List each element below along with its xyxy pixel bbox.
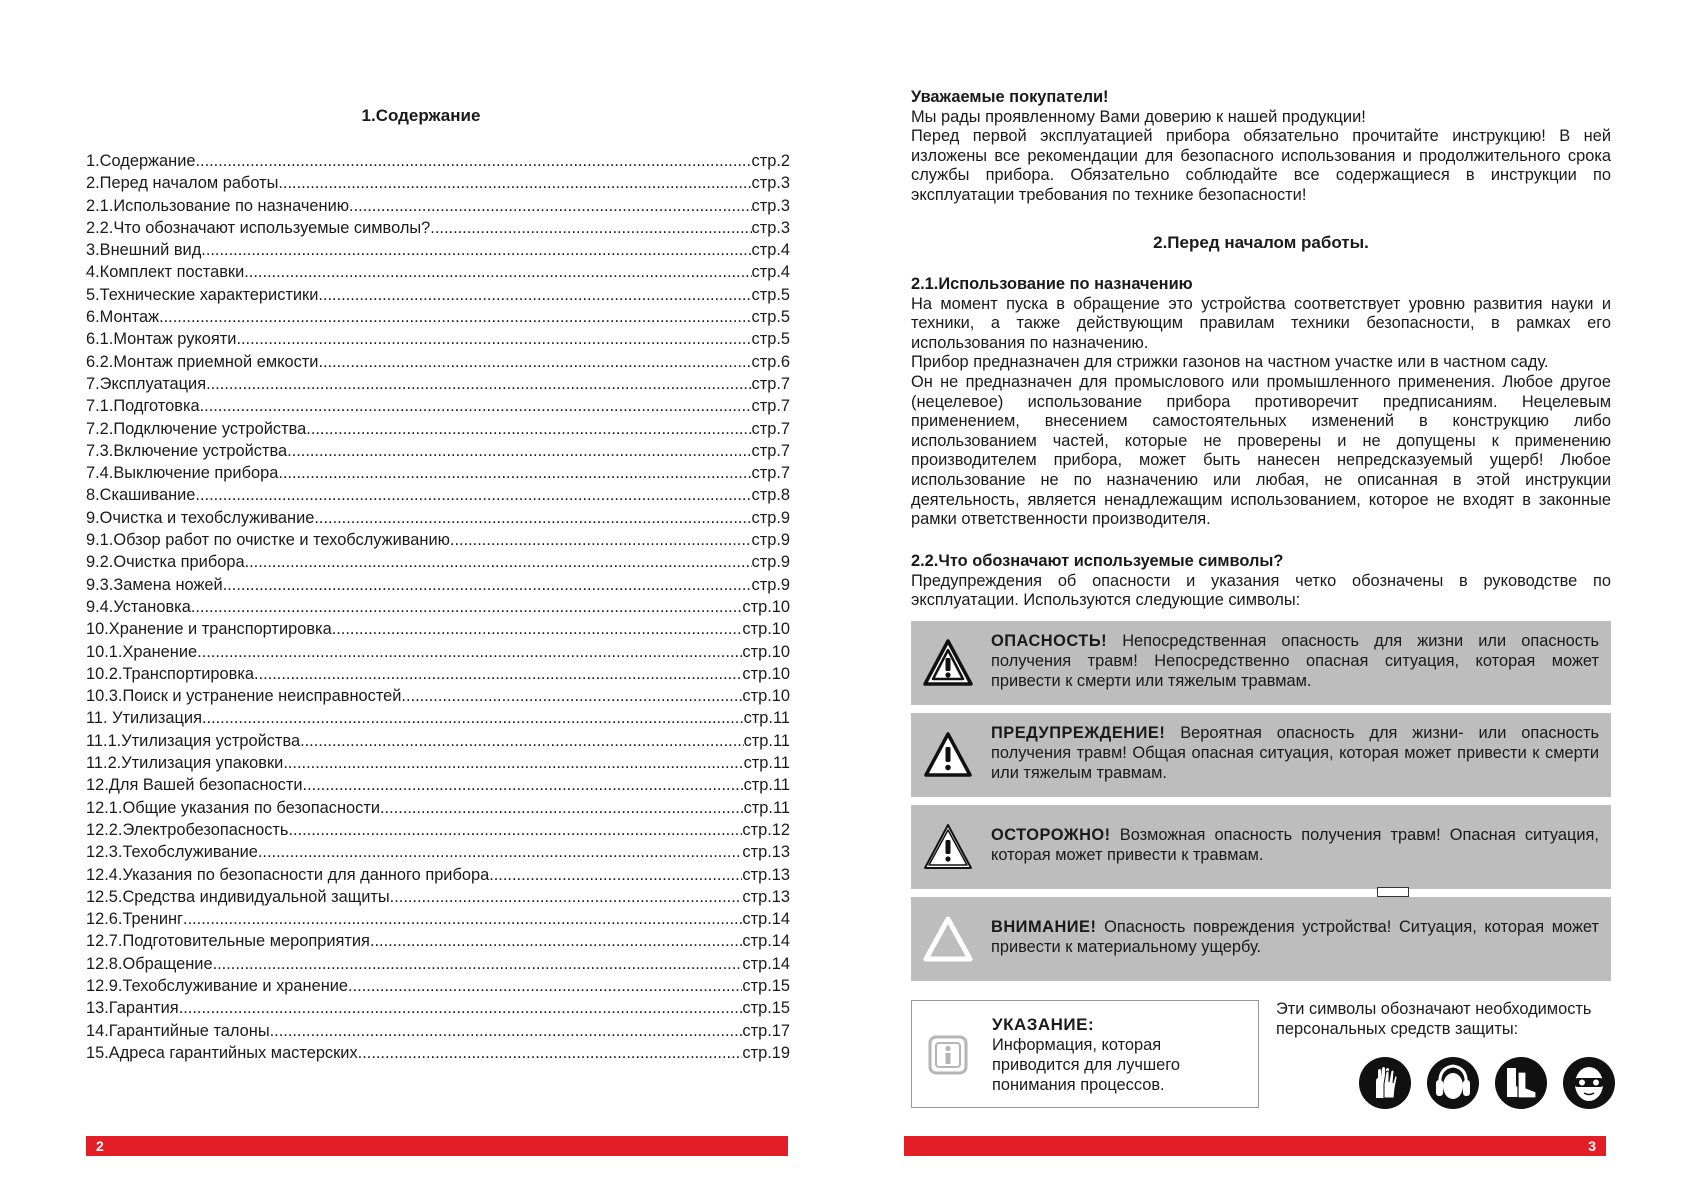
goggles-icon [1562, 1056, 1616, 1110]
toc-leader-dots [206, 373, 751, 395]
toc-leader-dots [213, 953, 743, 975]
toc-item [86, 172, 790, 194]
toc-leader-dots [401, 685, 742, 707]
toc-item [86, 752, 790, 774]
toc-item [86, 418, 790, 440]
toc-item-title: 4.Комплект поставки [86, 263, 245, 282]
toc-item-title: 7.3.Включение устройства [86, 441, 288, 460]
toc-item [86, 574, 790, 596]
toc-item-page: стр.9 [751, 553, 790, 572]
toc-item [86, 239, 790, 261]
note-text: Информация, которая приводится для лучшего понимания процессов. [992, 1036, 1180, 1094]
toc-item-page: стр.14 [742, 910, 790, 929]
toc-item [86, 997, 790, 1019]
toc-item-title: 9.4.Установка [86, 597, 191, 616]
toc-item-page: стр.15 [742, 999, 790, 1018]
note-title: УКАЗАНИЕ: [992, 1015, 1095, 1034]
attention-icon [923, 914, 973, 964]
toc-leader-dots [223, 574, 752, 596]
greeting-title: Уважаемые покупатели! [911, 88, 1109, 106]
toc-item [86, 930, 790, 952]
paragraph: Прибор предназначен для стрижки газонов на частном участке или в частном саду. [911, 353, 1549, 372]
caution-icon [923, 822, 973, 872]
toc-item-page: стр.3 [751, 218, 790, 237]
toc-item [86, 529, 790, 551]
toc-item-page: стр.6 [751, 352, 790, 371]
toc-item-title: 9.1.Обзор работ по очистке и техобслуживанию [86, 531, 450, 550]
toc-item [86, 195, 790, 217]
toc-item-title: 13.Гарантия [86, 999, 179, 1018]
toc-leader-dots [236, 328, 751, 350]
toc-item-page: стр.8 [751, 486, 790, 505]
toc-leader-dots [244, 261, 751, 283]
toc-leader-dots [278, 172, 751, 194]
toc-item-title: 9.3.Замена ножей [86, 575, 223, 594]
page-number: 3 [1588, 1138, 1596, 1154]
warning-text: ОСТОРОЖНО! Возможная опасность получения травм! Опасная ситуация, которая может привести к травмам. [991, 826, 1599, 864]
paragraph: На момент пуска в обращение это устройства соответствует уровню развития науки и техники, а также действующим правилам техники безопасности, в рамках его использования по назначению. [911, 294, 1611, 352]
toc-item-title: 12.2.Электробезопасность [86, 820, 289, 839]
toc-leader-dots [318, 351, 751, 373]
toc-leader-dots [270, 1020, 743, 1042]
toc-item [86, 284, 790, 306]
right-page-footer [904, 1136, 1606, 1156]
toc-item [86, 484, 790, 506]
toc-leader-dots [430, 217, 751, 239]
toc-item-title: 7.1.Подготовка [86, 397, 200, 416]
toc-item-page: стр.7 [751, 397, 790, 416]
toc-item-title: 11.1.Утилизация устройства [86, 731, 301, 750]
toc-item-page: стр.10 [742, 597, 790, 616]
toc-item-page: стр.12 [742, 820, 790, 839]
toc-leader-dots [489, 864, 742, 886]
toc-item-page: стр.14 [742, 954, 790, 973]
toc-item [86, 797, 790, 819]
toc-item-title: 14.Гарантийные талоны [86, 1021, 270, 1040]
toc-leader-dots [450, 529, 752, 551]
toc-item-title: 2.2.Что обозначают используемые символы? [86, 218, 431, 237]
toc-item [86, 864, 790, 886]
paragraph: Он не предназначен для промыслового или промышленного применения. Любое другое (нецелевое) использование прибора противоречит предписаниям. Нецелевым применением, внесением самостоятельных изменений в конструкцию либо использованием частей, которые не проверены и не допущены к применению производителем прибора, может быть нанесен непредсказуемый ущерб! Любое использование не по назначению или любая, не описанная в этой инструкции деятельность, является ненадлежащим использованием, которое не входят в законные рамки ответственности производителя. [911, 372, 1611, 529]
toc-item [86, 685, 790, 707]
toc-leader-dots [348, 975, 742, 997]
toc-leader-dots [283, 752, 743, 774]
section-symbols [911, 552, 1611, 611]
toc-item [86, 306, 790, 328]
toc-item [86, 730, 790, 752]
toc-item [86, 886, 790, 908]
toc-item-title: 12.7.Подготовительные мероприятия [86, 932, 370, 951]
toc-item-title: 11. Утилизация [86, 709, 202, 728]
toc-item-title: 12.4.Указания по безопасности для данного прибора [86, 865, 490, 884]
toc-leader-dots [245, 551, 752, 573]
warning-text: ОПАСНОСТЬ! Непосредственная опасность для жизни или опасность получения травм! Непосредственно опасная ситуация, которая может привести к смерти или тяжелым травмам. [991, 632, 1599, 690]
toc-item [86, 618, 790, 640]
warning-icon [923, 730, 973, 780]
toc-leader-dots [195, 484, 751, 506]
toc-item-page: стр.11 [743, 731, 790, 750]
toc-item-title: 12.6.Тренинг [86, 910, 184, 929]
toc-leader-dots [288, 819, 742, 841]
toc-item [86, 641, 790, 663]
toc-leader-dots [318, 284, 751, 306]
toc-item-page: стр.5 [751, 285, 790, 304]
toc-title: 1.Содержание [361, 106, 481, 125]
page-number: 2 [96, 1138, 104, 1154]
ppe-icons [1358, 1056, 1618, 1112]
right-page [842, 0, 1684, 1191]
toc-item-title: 2.1.Использование по назначению [86, 196, 350, 215]
toc-item-page: стр.9 [751, 508, 790, 527]
toc-item [86, 908, 790, 930]
toc-item [86, 1020, 790, 1042]
toc-leader-dots [159, 306, 751, 328]
toc-item-title: 3.Внешний вид [86, 241, 202, 260]
toc-item-page: стр.4 [751, 263, 790, 282]
toc-item [86, 663, 790, 685]
toc-item [86, 395, 790, 417]
toc-item-title: 12.Для Вашей безопасности [86, 776, 303, 795]
toc-item-title: 9.Очистка и техобслуживание [86, 508, 315, 527]
toc-item [86, 774, 790, 796]
toc-item-page: стр.7 [751, 464, 790, 483]
toc-item-title: 11.2.Утилизация упаковки [86, 754, 284, 773]
toc-item-title: 6.1.Монтаж рукояти [86, 330, 237, 349]
toc-item-title: 15.Адреса гарантийных мастерских [86, 1043, 358, 1062]
toc-item-page: стр.2 [751, 152, 790, 170]
toc-leader-dots [200, 395, 752, 417]
info-icon [928, 1035, 968, 1075]
toc-item [86, 507, 790, 529]
toc-leader-dots [278, 462, 751, 484]
toc-item-page: стр.3 [751, 196, 790, 215]
toc-item-title: 12.5.Средства индивидуальной защиты [86, 887, 390, 906]
toc-leader-dots [358, 1042, 743, 1064]
toc-item-title: 6.2.Монтаж приемной емкости [86, 352, 319, 371]
toc-item-page: стр.5 [751, 330, 790, 349]
toc-leader-dots [197, 641, 742, 663]
gloves-icon [1358, 1056, 1412, 1110]
toc-leader-dots [254, 663, 742, 685]
toc-item-page: стр.14 [742, 932, 790, 951]
toc-item [86, 975, 790, 997]
attention-box [911, 897, 1611, 981]
boots-icon [1494, 1056, 1548, 1110]
table-of-contents [86, 150, 790, 1064]
toc-leader-dots [179, 997, 743, 1019]
warning-text: ПРЕДУПРЕЖДЕНИЕ! Вероятная опасность для жизни- или опасность получения травм! Общая опасная ситуация, которая может привести к смерти или тяжелым травмам. [991, 724, 1599, 782]
toc-item-page: стр.13 [742, 843, 790, 862]
toc-item-title: 9.2.Очистка прибора [86, 553, 245, 572]
toc-item-page: стр.13 [742, 865, 790, 884]
toc-item [86, 841, 790, 863]
toc-item-title: 7.2.Подключение устройства [86, 419, 307, 438]
toc-item-page: стр.7 [751, 374, 790, 393]
note-box [911, 1000, 1259, 1108]
toc-item-title: 12.1.Общие указания по безопасности [86, 798, 380, 817]
toc-item [86, 328, 790, 350]
ppe-text: Эти символы обозначают необходимость персональных средств защиты: [1276, 1000, 1592, 1038]
toc-item-page: стр.13 [742, 887, 790, 906]
toc-leader-dots [183, 908, 742, 930]
toc-item [86, 261, 790, 283]
toc-item [86, 351, 790, 373]
toc-item-title: 10.2.Транспортировка [86, 664, 255, 683]
toc-item-title: 2.Перед началом работы [86, 174, 279, 193]
left-page-footer [86, 1136, 788, 1156]
toc-item [86, 217, 790, 239]
toc-item-title: 8.Скашивание [86, 486, 196, 505]
toc-item [86, 440, 790, 462]
warning-box [911, 713, 1611, 797]
section-intended-use [911, 275, 1611, 530]
toc-item-page: стр.10 [742, 687, 790, 706]
caution-box [911, 805, 1611, 889]
toc-leader-dots [201, 239, 751, 261]
toc-leader-dots [390, 886, 743, 908]
toc-item [86, 707, 790, 729]
toc-item-page: стр.9 [751, 531, 790, 550]
toc-item-page: стр.10 [742, 642, 790, 661]
toc-leader-dots [258, 841, 743, 863]
toc-item-page: стр.10 [742, 620, 790, 639]
subsection-title: 2.1.Использование по назначению [911, 275, 1193, 293]
paragraph: Предупреждения об опасности и указания четко обозначены в руководстве по эксплуатации. Используются следующие символы: [911, 571, 1611, 610]
toc-item-title: 5.Технические характеристики [86, 285, 319, 304]
toc-item-page: стр.9 [751, 575, 790, 594]
toc-item-page: стр.4 [751, 241, 790, 260]
toc-item-title: 12.3.Техобслуживание [86, 843, 258, 862]
toc-item [86, 1042, 790, 1064]
toc-item-page: стр.11 [743, 776, 790, 795]
toc-leader-dots [191, 596, 743, 618]
toc-item-title: 10.Хранение и транспортировка [86, 620, 332, 639]
toc-item-title: 12.8.Обращение [86, 954, 213, 973]
toc-leader-dots [195, 150, 751, 172]
toc-item-page: стр.3 [751, 174, 790, 193]
toc-item-title: 10.1.Хранение [86, 642, 198, 661]
toc-leader-dots [332, 618, 743, 640]
greeting-line: Мы рады проявленному Вами доверию к нашей продукции! [911, 107, 1366, 126]
toc-item-title: 6.Монтаж [86, 308, 160, 327]
toc-item-page: стр.11 [743, 709, 790, 728]
toc-item-title: 7.Эксплуатация [86, 374, 207, 393]
greeting-block [911, 88, 1611, 206]
small-rectangle-mark [1377, 887, 1409, 897]
toc-item-title: 7.4.Выключение прибора [86, 464, 279, 483]
danger-icon [923, 638, 973, 688]
toc-item-page: стр.17 [742, 1021, 790, 1040]
toc-item-page: стр.11 [743, 798, 790, 817]
toc-item-title: 1.Содержание [86, 152, 196, 170]
ear-protection-icon [1426, 1056, 1480, 1110]
toc-leader-dots [300, 730, 744, 752]
toc-leader-dots [306, 418, 751, 440]
toc-item-title: 10.3.Поиск и устранение неисправностей [86, 687, 402, 706]
toc-item-page: стр.5 [751, 308, 790, 327]
toc-item [86, 819, 790, 841]
section-title: 2.Перед началом работы. [1153, 233, 1369, 252]
toc-leader-dots [370, 930, 742, 952]
toc-item [86, 462, 790, 484]
toc-item-page: стр.10 [742, 664, 790, 683]
danger-box [911, 621, 1611, 705]
greeting-body: Перед первой эксплуатацией прибора обязательно прочитайте инструкцию! В ней изложены все рекомендации для безопасного использования и продолжительного срока службы прибора. Обязательно соблюдайте все содержащиеся в инструкции по эксплуатации требования по технике безопасности! [911, 127, 1611, 204]
toc-leader-dots [314, 507, 751, 529]
toc-item [86, 373, 790, 395]
toc-item-page: стр.7 [751, 419, 790, 438]
toc-item [86, 150, 790, 172]
warning-text: ВНИМАНИЕ! Опасность повреждения устройства! Ситуация, которая может привести к материальному ущербу. [991, 918, 1599, 956]
toc-item-page: стр.15 [742, 976, 790, 995]
toc-leader-dots [287, 440, 751, 462]
toc-leader-dots [303, 774, 744, 796]
toc-item-page: стр.19 [742, 1043, 790, 1062]
toc-item [86, 953, 790, 975]
toc-item [86, 551, 790, 573]
toc-item-title: 12.9.Техобслуживание и хранение [86, 976, 349, 995]
subsection-title: 2.2.Что обозначают используемые символы? [911, 552, 1284, 570]
toc-leader-dots [202, 707, 744, 729]
toc-item-page: стр.7 [751, 441, 790, 460]
toc-leader-dots [349, 195, 751, 217]
toc-item [86, 596, 790, 618]
toc-item-page: стр.11 [743, 754, 790, 773]
toc-leader-dots [380, 797, 744, 819]
